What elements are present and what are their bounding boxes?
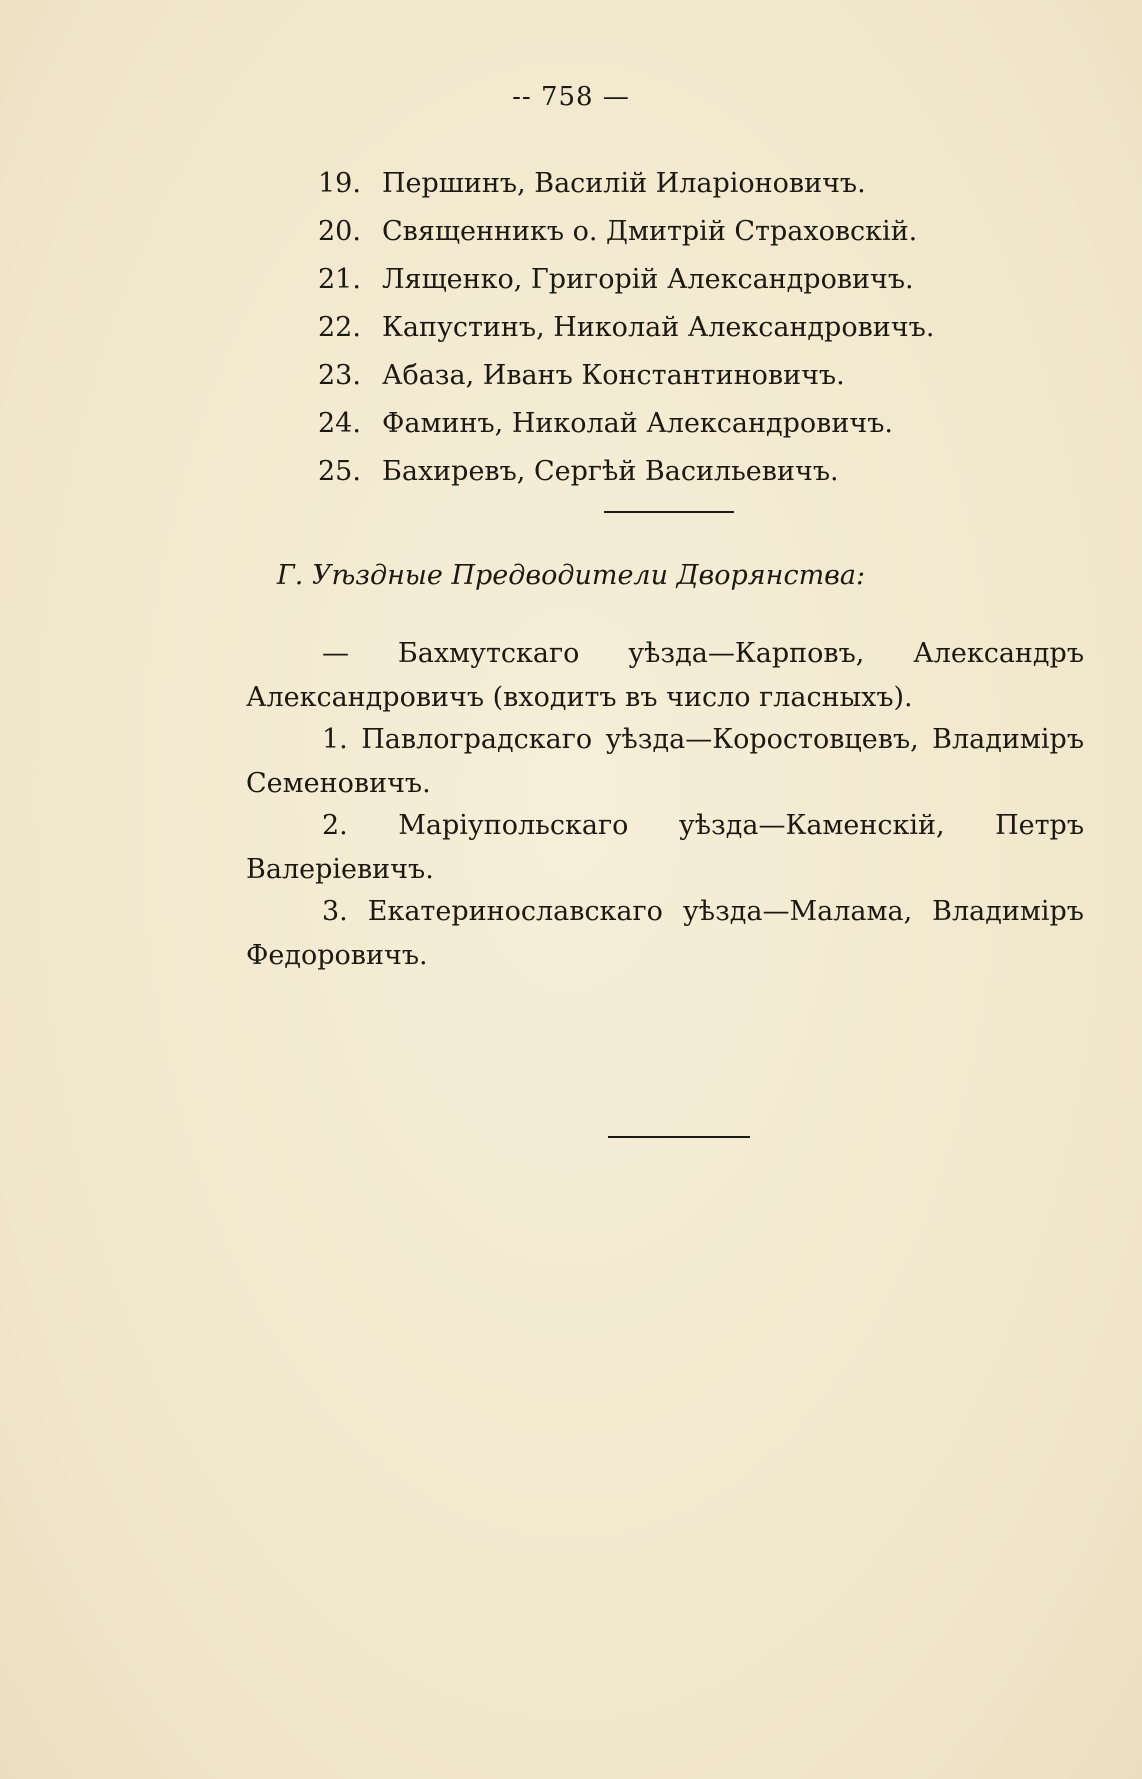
- list-item-text: Капустинъ, Николай Александровичъ.: [382, 312, 935, 343]
- list-item: [318, 448, 934, 496]
- list-item-number: 23.: [318, 360, 361, 391]
- list-item-number: 19.: [318, 168, 361, 199]
- list-item-text: Абаза, Иванъ Константиновичъ.: [382, 360, 845, 391]
- section-heading: Г. Уѣздные Предводители Дворянства:: [276, 560, 866, 591]
- list-item-number: 24.: [318, 408, 361, 439]
- paragraph: 2. Маріупольскаго уѣзда—Каменскій, Петръ Валеріевичъ.: [246, 810, 1084, 885]
- list-item-number: 21.: [318, 264, 361, 295]
- list-item: [318, 400, 934, 448]
- list-item-text: Бахиревъ, Сергѣй Васильевичъ.: [382, 456, 839, 487]
- list-item-number: 25.: [318, 456, 361, 487]
- members-list: [318, 160, 934, 496]
- page-number: -- 758 —: [512, 82, 630, 112]
- end-divider: [608, 1136, 750, 1138]
- list-item-number: 22.: [318, 312, 361, 343]
- list-item-text: Першинъ, Василій Иларіоновичъ.: [382, 168, 866, 199]
- list-item-text: Лященко, Григорій Александровичъ.: [382, 264, 914, 295]
- list-item: [318, 352, 934, 400]
- list-item-number: 20.: [318, 216, 361, 247]
- list-item-text: Священникъ о. Дмитрій Страховскій.: [382, 216, 918, 247]
- section-divider: [604, 511, 734, 513]
- paragraph: 1. Павлоградскаго уѣзда—Коростовцевъ, Владиміръ Семеновичъ.: [246, 724, 1084, 799]
- list-item: [318, 208, 934, 256]
- list-item: [318, 256, 934, 304]
- list-item: [318, 304, 934, 352]
- list-item-text: Фаминъ, Николай Александровичъ.: [382, 408, 893, 439]
- paragraph: — Бахмутскаго уѣзда—Карповъ, Александръ Александровичъ (входитъ въ число гласныхъ).: [246, 638, 1084, 713]
- paragraph: 3. Екатеринославскаго уѣзда—Малама, Владиміръ Федоровичъ.: [246, 896, 1084, 971]
- list-item: [318, 160, 934, 208]
